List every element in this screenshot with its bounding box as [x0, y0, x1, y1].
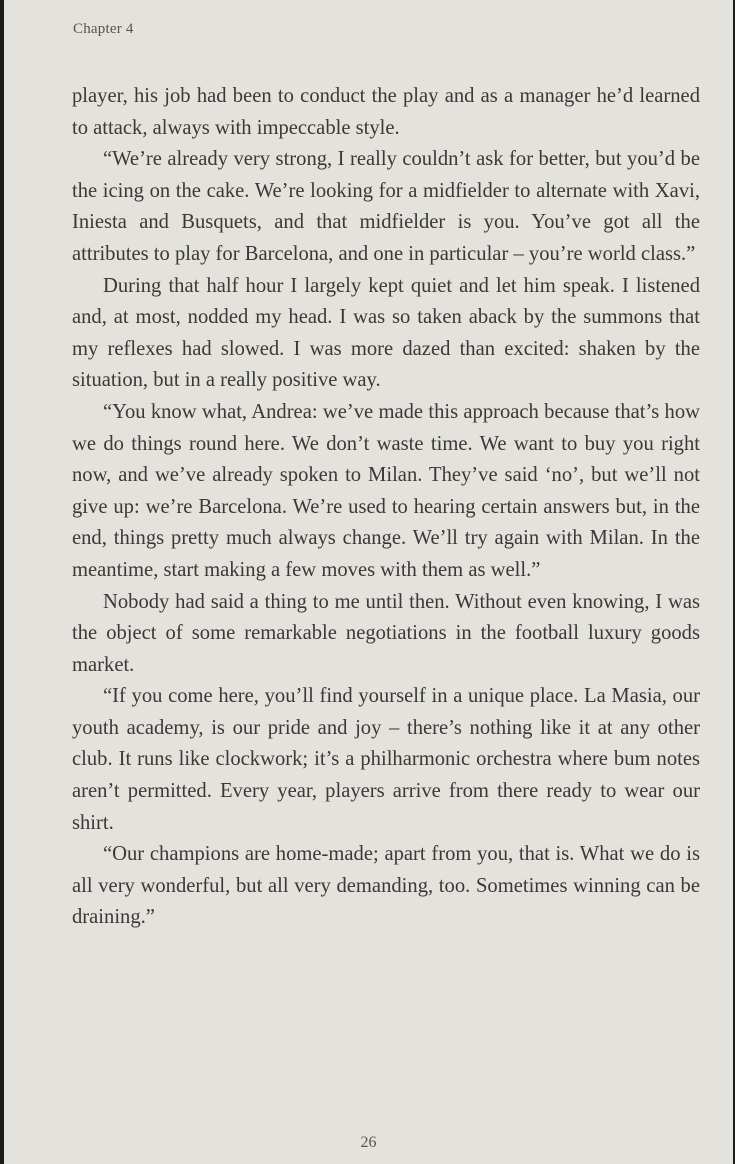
page-number: 26	[360, 1134, 377, 1151]
paragraph: Nobody had said a thing to me until then. Without even knowing, I was the object of some remarkable negotiations in the football luxury goods market.	[72, 590, 700, 676]
paragraph: “We’re already very strong, I really couldn’t ask for better, but you’d be the icing on the cake. We’re looking for a midfielder to alternate with Xavi, Iniesta and Busquets, and that midfielder is you. You’ve got all the attributes to play for Barcelona, and one in particular – you’re world class.”	[72, 148, 700, 265]
paragraph-continued: player, his job had been to conduct the play and as a manager he’d learned to attack, always with impeccable style.	[72, 85, 700, 139]
paragraph: During that half hour I largely kept quiet and let him speak. I listened and, at most, nodded my head. I was so taken aback by the summons that my reflexes had slowed. I was more dazed than excited: shaken by the situation, but in a really positive way.	[72, 274, 700, 392]
running-head: Chapter 4	[73, 21, 134, 37]
book-page	[4, 0, 733, 1164]
page-body	[72, 81, 700, 934]
paragraph: “Our champions are home-made; apart from you, that is. What we do is all very wonderful, but all very demanding, too. Sometimes winning can be draining.”	[72, 843, 700, 929]
paragraph: “If you come here, you’ll find yourself in a unique place. La Masia, our youth academy, is our pride and joy – there’s nothing like it at any other club. It runs like clockwork; it’s a philharmonic orchestra where bum notes aren’t permitted. Every year, players arrive from there ready to wear our shirt.	[72, 685, 700, 834]
paragraph: “You know what, Andrea: we’ve made this approach because that’s how we do things round here. We don’t waste time. We want to buy you right now, and we’ve already spoken to Milan. They’ve said ‘no’, but we’ll not give up: we’re Barcelona. We’re used to hearing certain answers but, in the end, things pretty much always change. We’ll try again with Milan. In the meantime, start making a few moves with them as well.”	[72, 400, 700, 581]
